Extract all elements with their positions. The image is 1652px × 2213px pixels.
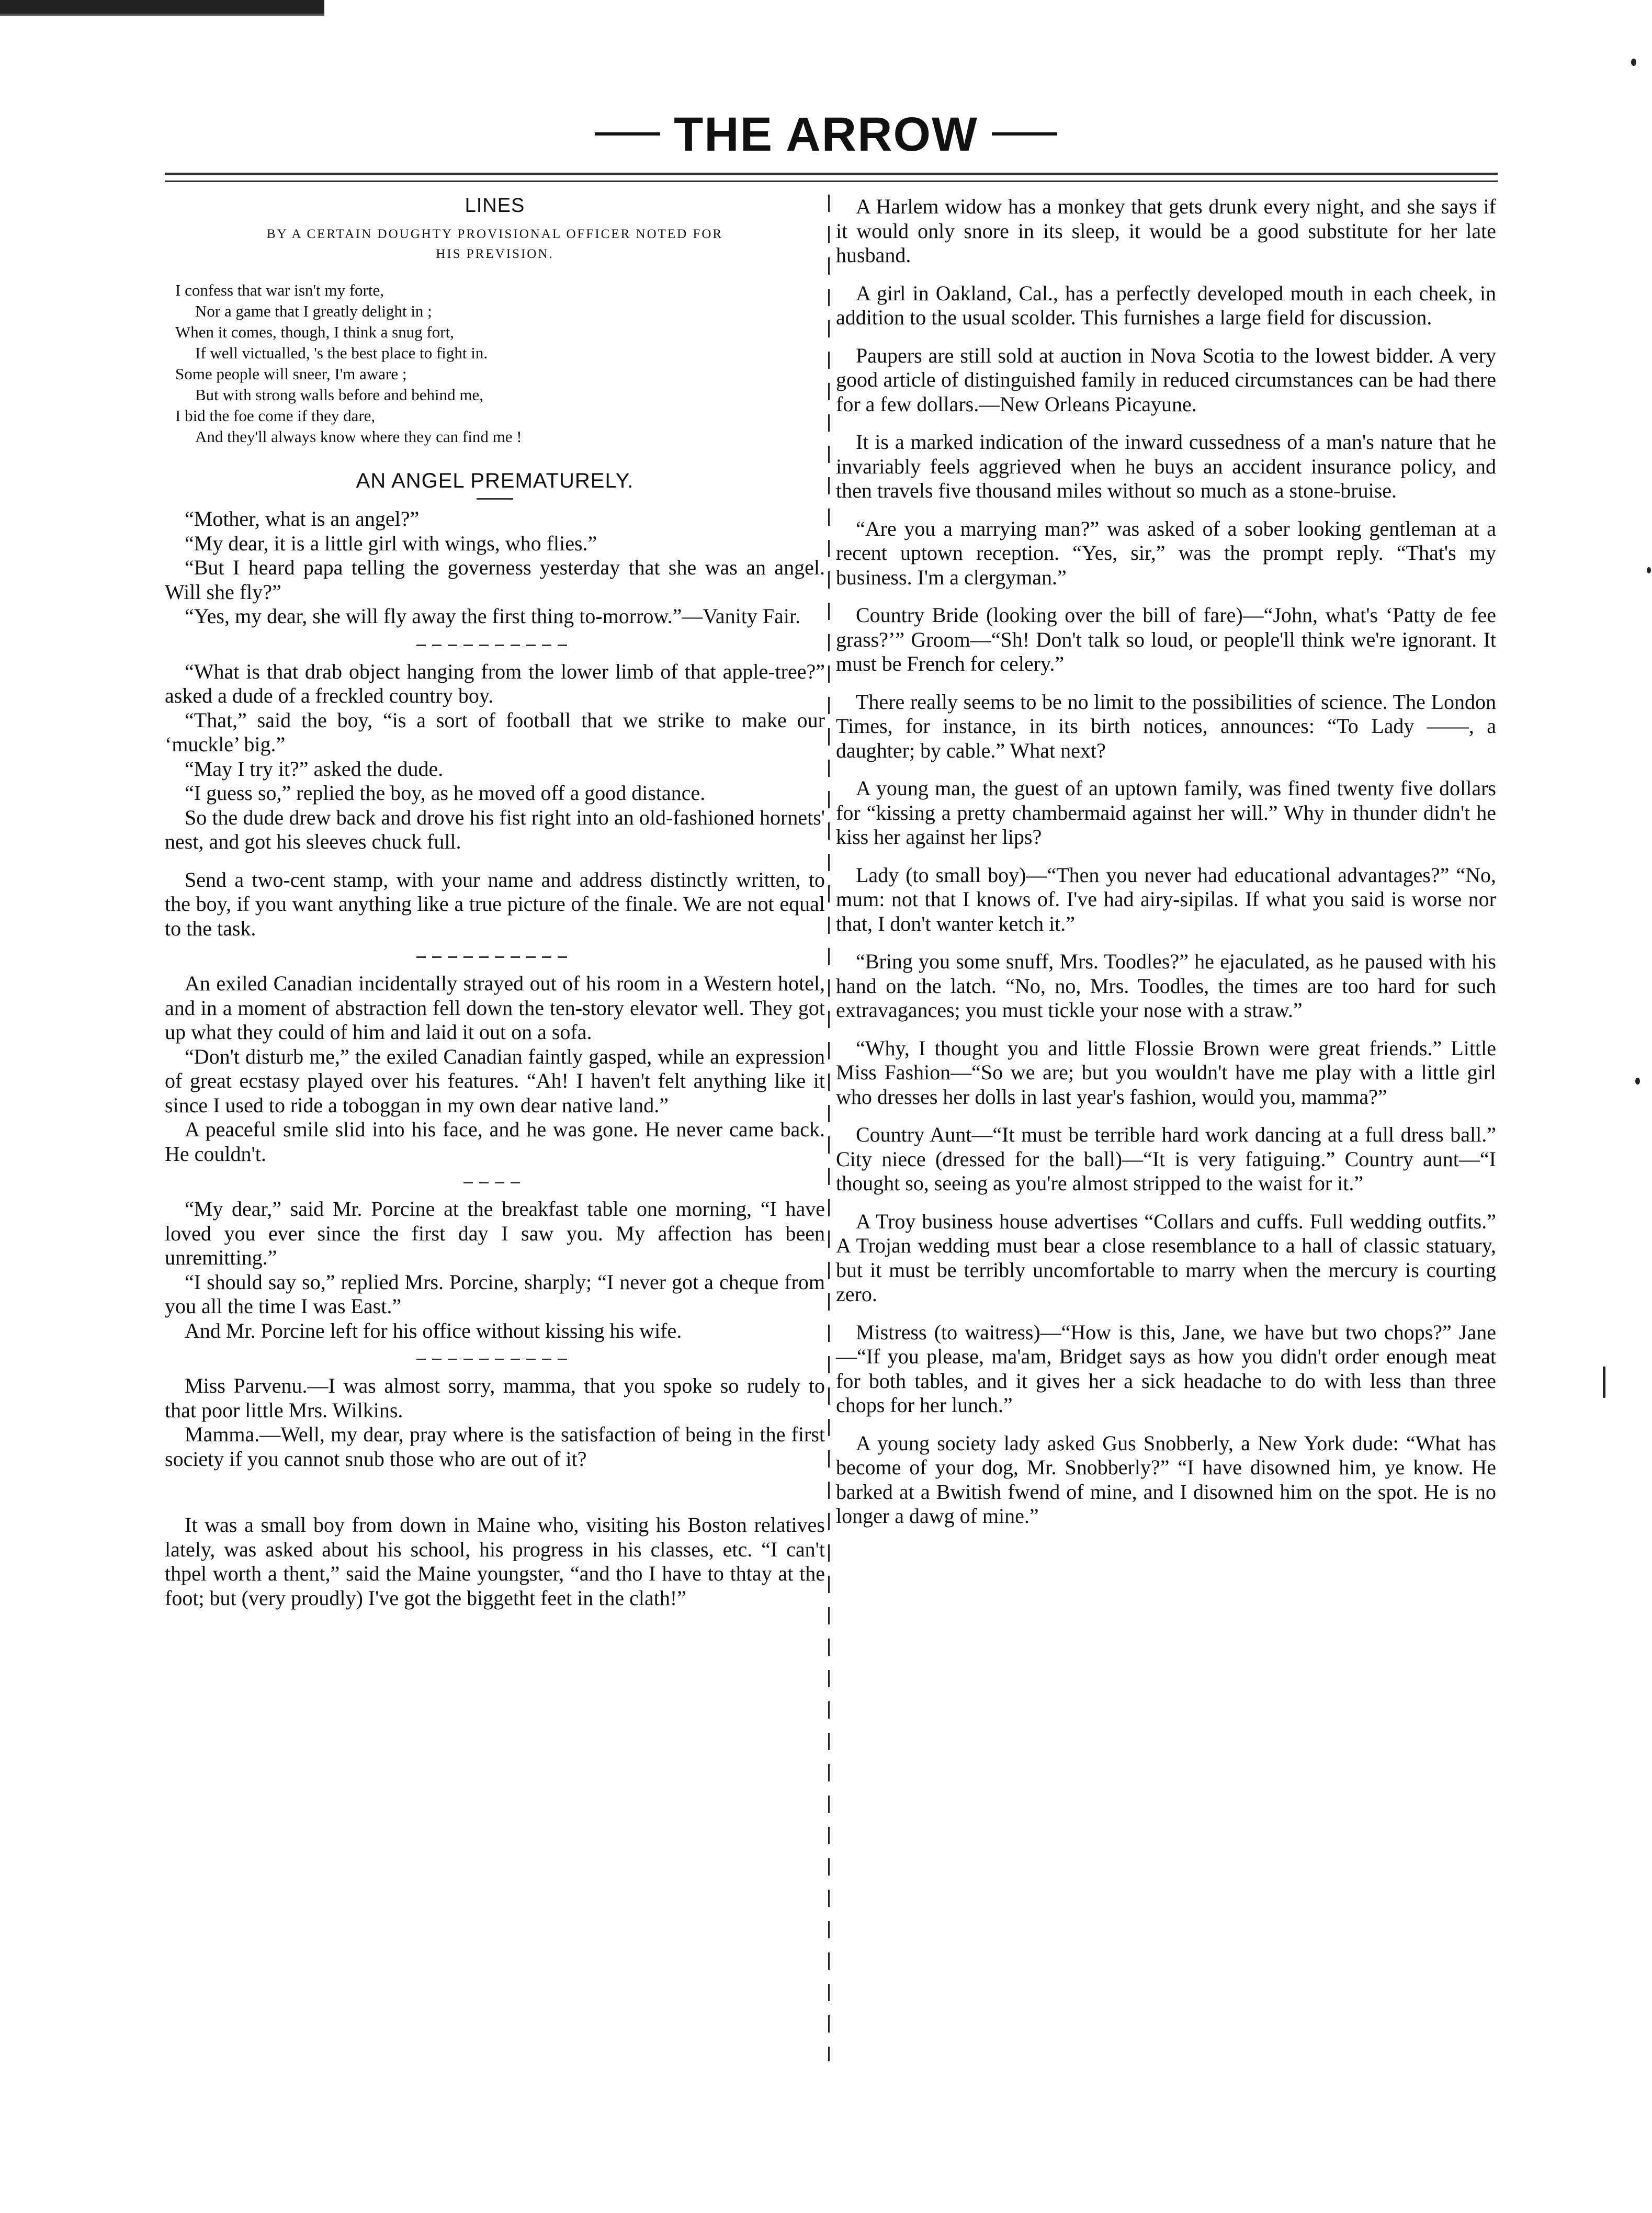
article-paragraph: “What is that drab object hanging from the lower limb of that apple-tree?” asked a dude of a freckled country boy. bbox=[165, 659, 825, 707]
news-item: Lady (to small boy)—“Then you never had educational advantages?” “No, mum: not that I knows of. I've had airy-sipilas. If what you said is worse nor that, I don't wanter ketch it.” bbox=[836, 863, 1496, 935]
article-paragraph: “But I heard papa telling the governess yesterday that she was an angel. Will she fly?” bbox=[165, 556, 825, 604]
poem-verse bbox=[165, 280, 825, 447]
news-item: Country Aunt—“It must be terrible hard work dancing at a full dress ball.” City niece (dressed for the ball)—“It is very fatiguing.” Country aunt—“I thought so, seeing as you're almost stripped to the waist for it.” bbox=[836, 1123, 1496, 1195]
paragraph-gap bbox=[165, 1471, 825, 1492]
header-rule-bottom bbox=[165, 180, 1498, 182]
header-rule-top bbox=[165, 173, 1498, 175]
article-paragraph: Send a two-cent stamp, with your name and address distinctly written, to the boy, if you want anything like a true picture of the finale. We are not equal to the task. bbox=[165, 867, 825, 940]
masthead-title: THE ARROW bbox=[674, 108, 978, 161]
masthead bbox=[0, 107, 1652, 162]
article-headline: AN ANGEL PREMATURELY. bbox=[356, 469, 634, 492]
poem-line: I confess that war isn't my forte, bbox=[175, 281, 384, 299]
article-paragraph: “May I try it?” asked the dude. bbox=[185, 757, 444, 781]
news-item: Country Bride (looking over the bill of fare)—“John, what's ‘Patty de fee grass?’” Groom—“Sh! Don't talk so loud, or people'll think we're ignorant. It must be French for celery.” bbox=[836, 603, 1496, 675]
section-separator bbox=[416, 956, 573, 958]
article-paragraph: And Mr. Porcine left for his office without kissing his wife. bbox=[185, 1318, 682, 1342]
article-paragraph: “My dear,” said Mr. Porcine at the breakfast table one morning, “I have loved you ever since the first day I saw you. My affection has been unremitting.” bbox=[165, 1197, 825, 1269]
article-paragraph: “That,” said the boy, “is a sort of football that we strike to make our ‘muckle’ big.” bbox=[165, 708, 825, 756]
poem-line: If well victualled, 's the best place to fight in. bbox=[195, 344, 488, 362]
article-paragraph: Miss Parvenu.—I was almost sorry, mamma, that you spoke so rudely to that poor little Mrs. Wilkins. bbox=[165, 1374, 825, 1422]
poem-line: When it comes, though, I think a snug fort, bbox=[175, 323, 454, 341]
news-item: A Troy business house advertises “Collars and cuffs. Full wedding outfits.” A Trojan wedding must bear a close resemblance to a hall of classic statuary, but it must be terribly uncomfortable to marry when the mercury is courting zero. bbox=[836, 1209, 1496, 1306]
article-paragraph: A peaceful smile slid into his face, and he was gone. He never came back. He couldn't. bbox=[165, 1117, 825, 1166]
news-item: It is a marked indication of the inward cussedness of a man's nature that he invariably feels aggrieved when he buys an accident insurance policy, and then travels five thousand miles without so much as a stone-bruise. bbox=[836, 430, 1496, 502]
poem-line: Nor a game that I greatly delight in ; bbox=[195, 302, 432, 320]
news-item: Mistress (to waitress)—“How is this, Jane, we have but two chops?” Jane—“If you please, ma'am, Bridget says as how you didn't order enough meat for both tables, and it gives her a sick headache to do with less than three chops for her lunch.” bbox=[836, 1320, 1496, 1417]
poem-line: Some people will sneer, I'm aware ; bbox=[175, 365, 407, 383]
news-item: There really seems to be no limit to the possibilities of science. The London Times, for instance, in its birth notices, announces: “To Lady ——, a daughter; by cable.” What next? bbox=[836, 690, 1496, 762]
scan-speck bbox=[1635, 1078, 1640, 1085]
news-item: Paupers are still sold at auction in Nova Scotia to the lowest bidder. A very good article of distinguished family in reduced circumstances can be had there for a few dollars.—New Orleans Picayune. bbox=[836, 343, 1496, 416]
news-item: A girl in Oakland, Cal., has a perfectly developed mouth in each cheek, in addition to the usual scolder. This furnishes a large field for discussion. bbox=[836, 281, 1496, 329]
column-divider bbox=[828, 195, 830, 2061]
poem-subtitle: BY A CERTAIN DOUGHTY PROVISIONAL OFFICER NOTED FOR HIS PREVISION. bbox=[266, 227, 723, 261]
section-separator bbox=[416, 1359, 573, 1360]
article-paragraph: So the dude drew back and drove his fist right into an old-fashioned hornets' nest, and got his sleeves chuck full. bbox=[165, 805, 825, 853]
news-item: “Why, I thought you and little Flossie Brown were great friends.” Little Miss Fashion—“So we are; but you wouldn't have me play with a little girl who dresses her dolls in last year's fashion, would you, mamma?” bbox=[836, 1036, 1496, 1109]
news-item: A young society lady asked Gus Snobberly, a New York dude: “What has become of your dog, Mr. Snobberly?” “I have disowned him, ye know. He barked at a Bwitish fwend of mine, and I disowned him on the spot. He is no longer a dawg of mine.” bbox=[836, 1431, 1496, 1528]
paragraph-gap bbox=[165, 1492, 825, 1513]
poem-line: But with strong walls before and behind me, bbox=[195, 386, 484, 404]
section-separator bbox=[416, 645, 573, 646]
news-item: A young man, the guest of an uptown family, was fined twenty five dollars for “kissing a pretty chambermaid against her will.” Why in thunder didn't he kiss her against her lips? bbox=[836, 776, 1496, 849]
headline-rule bbox=[477, 498, 513, 500]
article-paragraph: Mamma.—Well, my dear, pray where is the satisfaction of being in the first society if you cannot snub those who are out of it? bbox=[165, 1422, 825, 1471]
article-paragraph: “I guess so,” replied the boy, as he moved off a good distance. bbox=[185, 781, 706, 805]
masthead-dash-left bbox=[595, 132, 660, 136]
news-item: “Bring you some snuff, Mrs. Toodles?” he ejaculated, as he paused with his hand on the latch. “No, no, Mrs. Toodles, the times are too hard for such extravagances; you must tickle your nose with a straw.” bbox=[836, 950, 1496, 1022]
scan-edge-mark bbox=[0, 0, 324, 16]
article-paragraph: “Yes, my dear, she will fly away the first thing to-morrow.”—Vanity Fair. bbox=[185, 604, 801, 628]
masthead-dash-right bbox=[992, 132, 1057, 136]
scan-speck bbox=[1647, 567, 1651, 573]
news-item: A Harlem widow has a monkey that gets drunk every night, and she says if it would only snore in its sleep, it would be a good substitute for her late husband. bbox=[836, 195, 1496, 267]
article-paragraph: It was a small boy from down in Maine who, visiting his Boston relatives lately, was asked about his school, his progress in his classes, etc. “I can't thpel worth a thent,” said the Maine youngster, “and tho I have to thtay at the foot; but (very proudly) I've got the biggetht feet in the clath!” bbox=[165, 1513, 825, 1610]
left-column bbox=[165, 195, 825, 1610]
paragraph-gap bbox=[165, 854, 825, 868]
article-paragraph: “My dear, it is a little girl with wings, who flies.” bbox=[185, 531, 597, 555]
scan-speck bbox=[1603, 1367, 1605, 1398]
right-column bbox=[836, 195, 1496, 1542]
news-item: “Are you a marrying man?” was asked of a sober looking gentleman at a recent uptown reception. “Yes, sir,” was the prompt reply. “That's my business. I'm a clergyman.” bbox=[836, 516, 1496, 589]
poem-line: I bid the foe come if they dare, bbox=[175, 407, 376, 425]
article-paragraph: “Don't disturb me,” the exiled Canadian faintly gasped, while an expression of great ecstasy played over his features. “Ah! I haven't felt anything like it since I used to ride a toboggan in my own dear native land.” bbox=[165, 1044, 825, 1117]
section-separator bbox=[463, 1182, 526, 1183]
poem-title: LINES bbox=[465, 195, 525, 217]
article-paragraph: An exiled Canadian incidentally strayed out of his room in a Western hotel, and in a moment of abstraction fell down the ten-story elevator well. They got up what they could of him and laid it out on a sofa. bbox=[165, 972, 825, 1044]
poem-line: And they'll always know where they can find me ! bbox=[195, 427, 522, 446]
article-paragraph: “Mother, what is an angel?” bbox=[185, 507, 420, 530]
article-paragraph: “I should say so,” replied Mrs. Porcine, sharply; “I never got a cheque from you all the time I was East.” bbox=[165, 1270, 825, 1318]
scan-speck bbox=[1631, 59, 1636, 66]
